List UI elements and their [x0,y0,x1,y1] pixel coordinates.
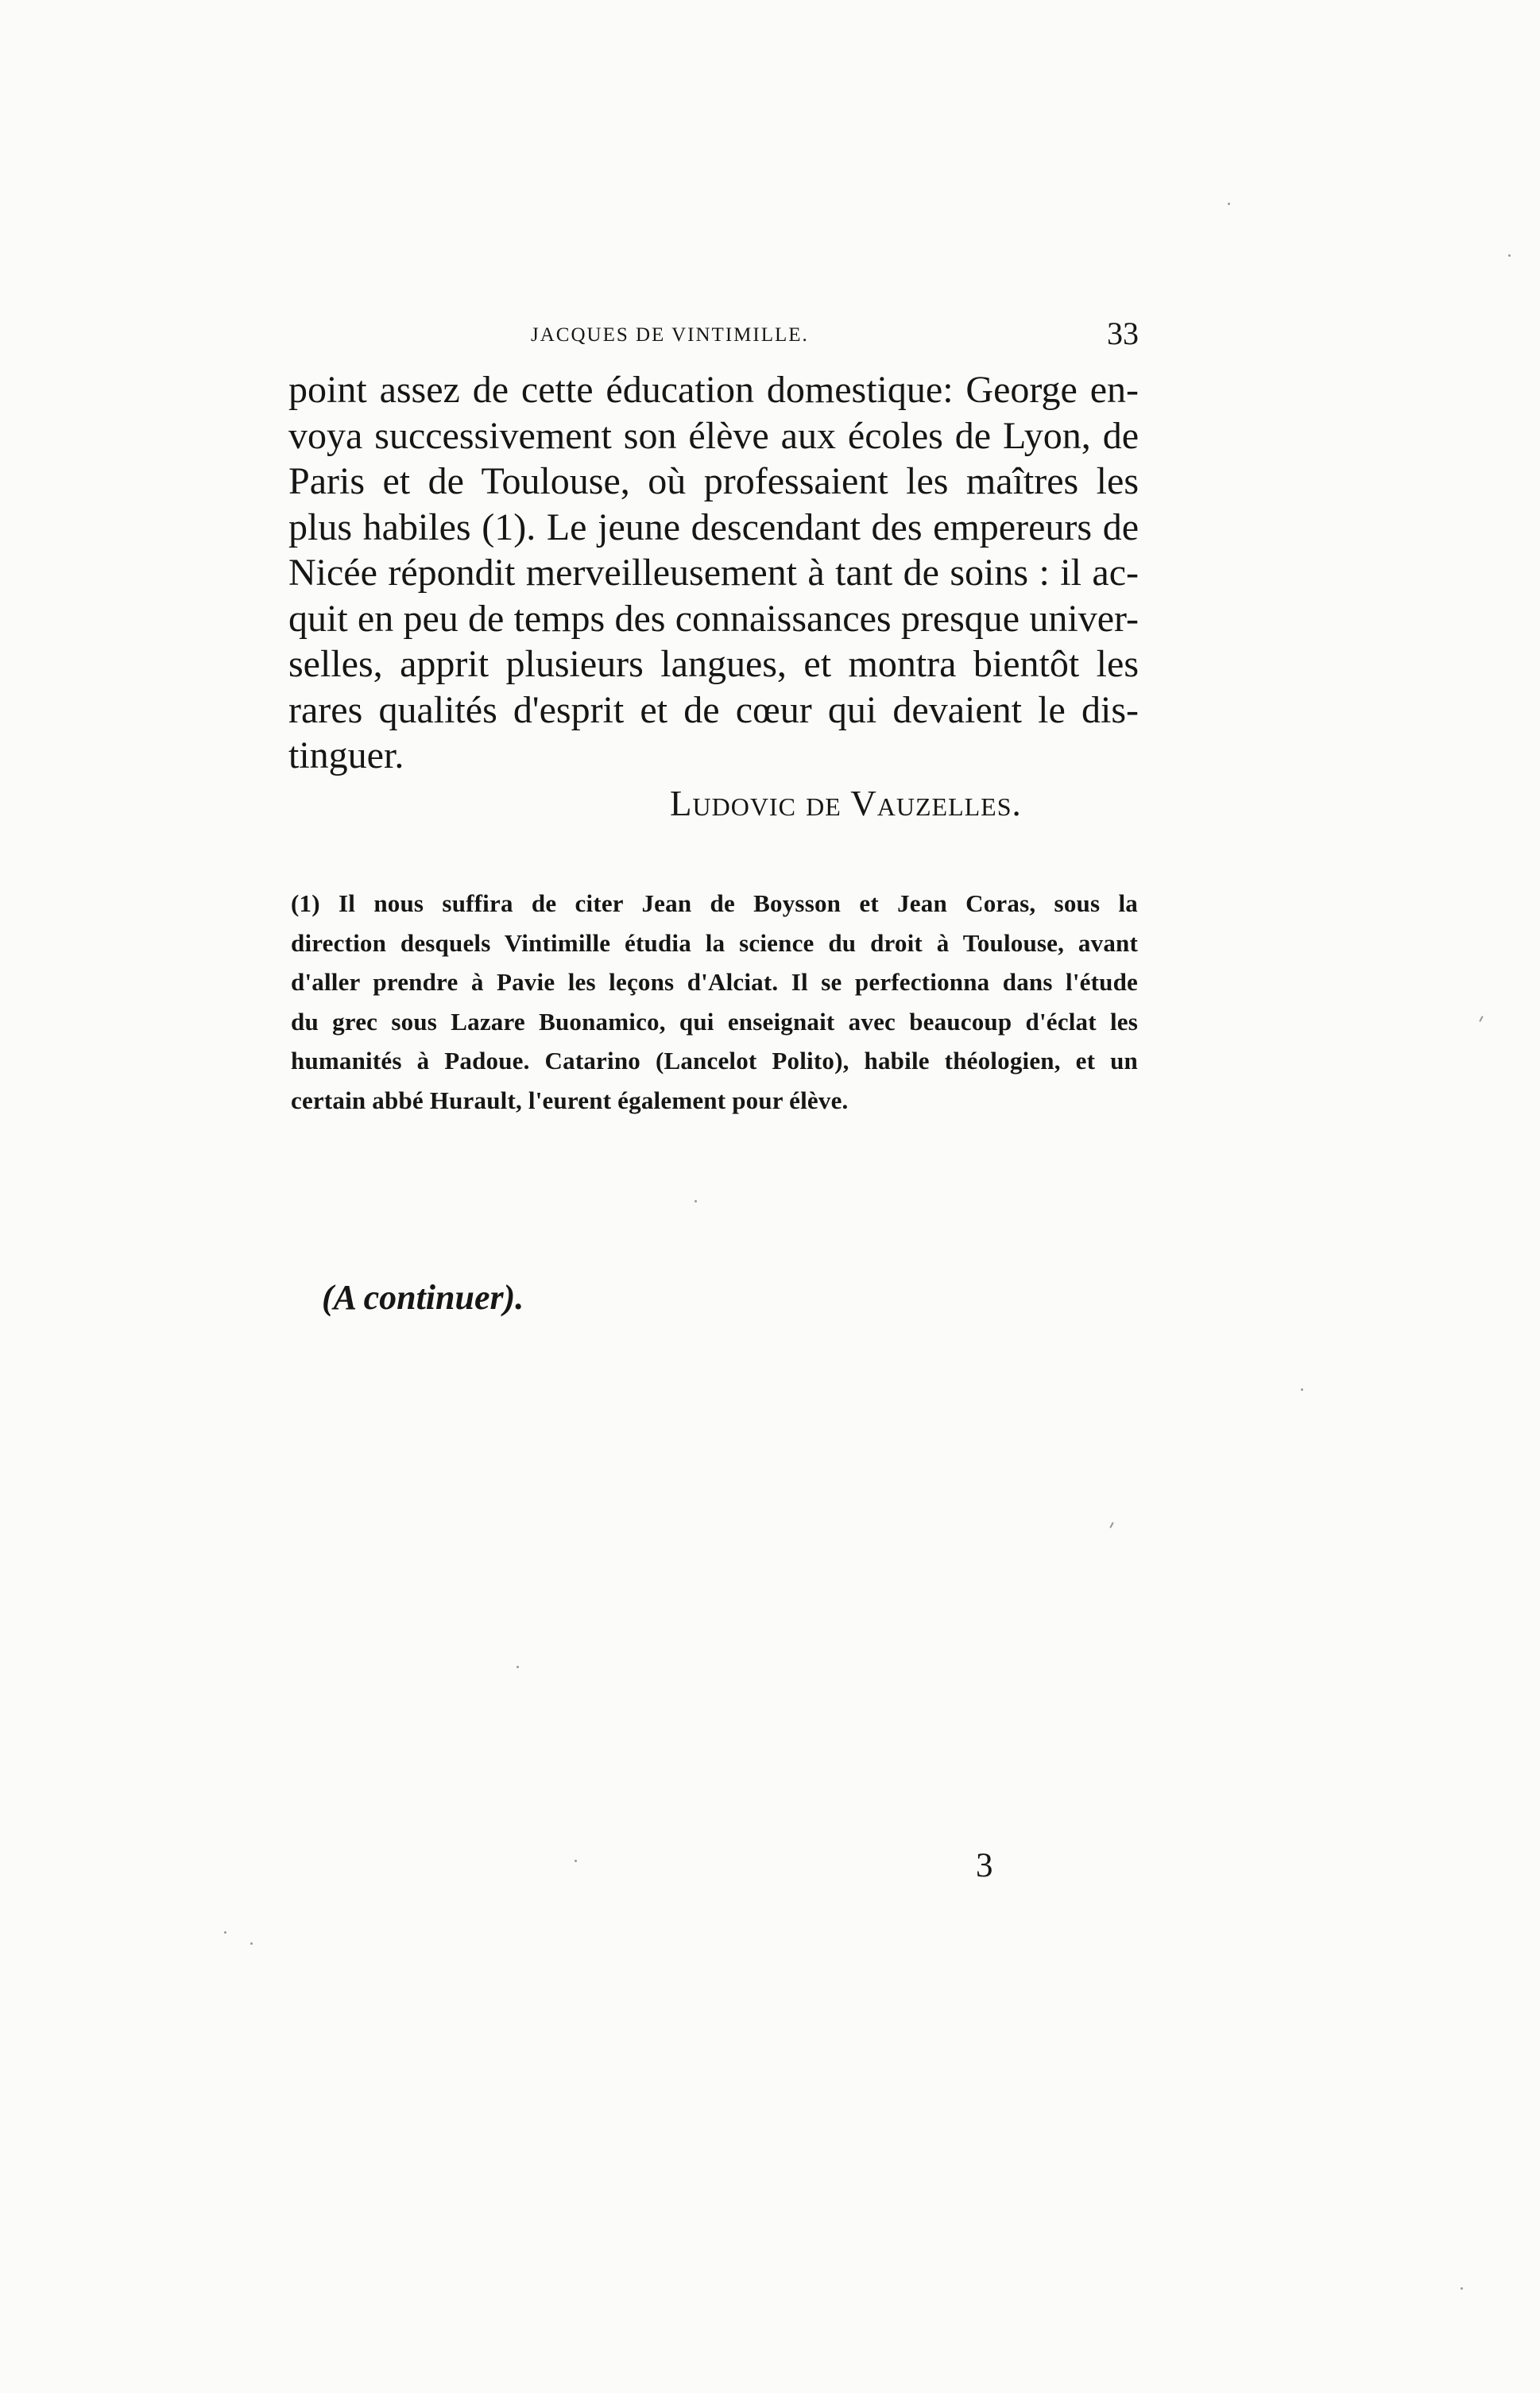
footnote-line: direction desquels Vintimille étudia la science du droit à Toulouse, avant [291,928,1138,957]
body-line: rares qualités d'esprit et de cœur qui devaient le dis- [288,688,1139,731]
continuation-note: (A continuer). [322,1278,524,1317]
footnote-line: du grec sous Lazare Buonamico, qui enseignait avec beaucoup d'éclat les [291,1007,1138,1036]
paper-speck [1479,1016,1484,1022]
running-head [288,318,1139,350]
footnote [291,884,1138,1120]
paper-speck [1228,203,1230,205]
page-number: 33 [1107,316,1139,351]
signature-mark: 3 [976,1847,993,1884]
body-line: point assez de cette éducation domestique: George en- [288,369,1139,411]
footnote-line: (1) Il nous suffira de citer Jean de Boysson et Jean Coras, sous la [291,889,1138,917]
paper-speck [1109,1522,1114,1528]
body-line: plus habiles (1). Le jeune descendant des empereurs de [288,505,1139,548]
paper-speck [1301,1388,1303,1391]
body-line: voya successivement son élève aux écoles de Lyon, de [288,414,1139,457]
author-signature: Ludovic de Vauzelles. [670,784,1022,823]
footnote-line: humanités à Padoue. Catarino (Lancelot Polito), habile théologien, et un [291,1047,1138,1075]
paper-speck [1461,2287,1463,2290]
paper-speck [250,1942,253,1945]
main-paragraph [288,367,1139,779]
paper-speck [517,1666,519,1668]
body-line: selles, apprit plusieurs langues, et montra bientôt les [288,643,1139,685]
body-line: tinguer. [288,734,404,776]
running-title: JACQUES DE VINTIMILLE. [531,324,809,346]
paper-speck [224,1931,226,1934]
body-line: quit en peu de temps des connaissances presque univer- [288,597,1139,640]
footnote-line: certain abbé Hurault, l'eurent également pour élève. [291,1086,849,1114]
paper-speck [695,1200,697,1202]
body-line: Nicée répondit merveilleusement à tant de soins : il ac- [288,552,1139,594]
paper-speck [575,1860,577,1862]
paper-speck [1508,254,1511,257]
footnote-line: d'aller prendre à Pavie les leçons d'Alciat. Il se perfectionna dans l'étude [291,968,1138,996]
body-line: Paris et de Toulouse, où professaient les maîtres les [288,460,1139,502]
